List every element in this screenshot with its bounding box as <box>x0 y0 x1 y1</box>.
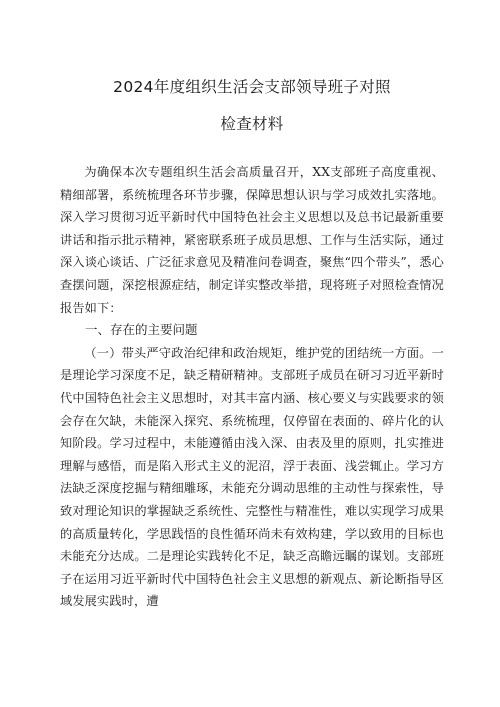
document-title-line1: 2024年度组织生活会支部领导班子对照 <box>113 78 391 96</box>
section-heading-main-problems: 一、存在的主要问题 <box>85 322 198 338</box>
document-title-line2: 检查材料 <box>220 115 284 133</box>
document-body <box>60 161 444 613</box>
intro-paragraph: 为确保本次专题组织生活会高质量召开，XX支部班子高度重视、精细部署，系统梳理各环节步骤，保障思想认识与学习成效扎实落地。深入学习贯彻习近平新时代中国特色社会主义思想以及总书记最新重要讲话和指示批示精神，紧密联系班子成员思想、工作与生活实际，通过深入谈心谈话、广泛征求意见及精准问卷调查，聚焦“四个带头”，悉心查摆问题，深挖根源症结，制定详实整改举措，现将班子对照检查情况报告如下： <box>60 165 444 315</box>
section1-paragraph: （一）带头严守政治纪律和政治规矩，维护党的团结统一方面。一是理论学习深度不足，缺乏精研精神。支部班子成员在研习习近平新时代中国特色社会主义思想时，对其丰富内涵、核心要义与实践要求的领会存在欠缺，未能深入探究、系统梳理，仅停留在表面的、碎片化的认知阶段。学习过程中，未能遵循由浅入深、由表及里的原则，扎实推进理解与感悟，而是陷入形式主义的泥沼，浮于表面、浅尝辄止。学习方法缺乏深度挖掘与精细雕琢，未能充分调动思维的主动性与探索性，导致对理论知识的掌握缺乏系统性、完整性与精准性，难以实现学习成果的高质量转化，学思践悟的良性循环尚未有效构建，学以致用的目标也未能充分达成。二是理论实践转化不足，缺乏高瞻远瞩的谋划。支部班子在运用习近平新时代中国特色社会主义思想的新观点、新论断指导区域发展实践时，遭 <box>60 345 444 609</box>
